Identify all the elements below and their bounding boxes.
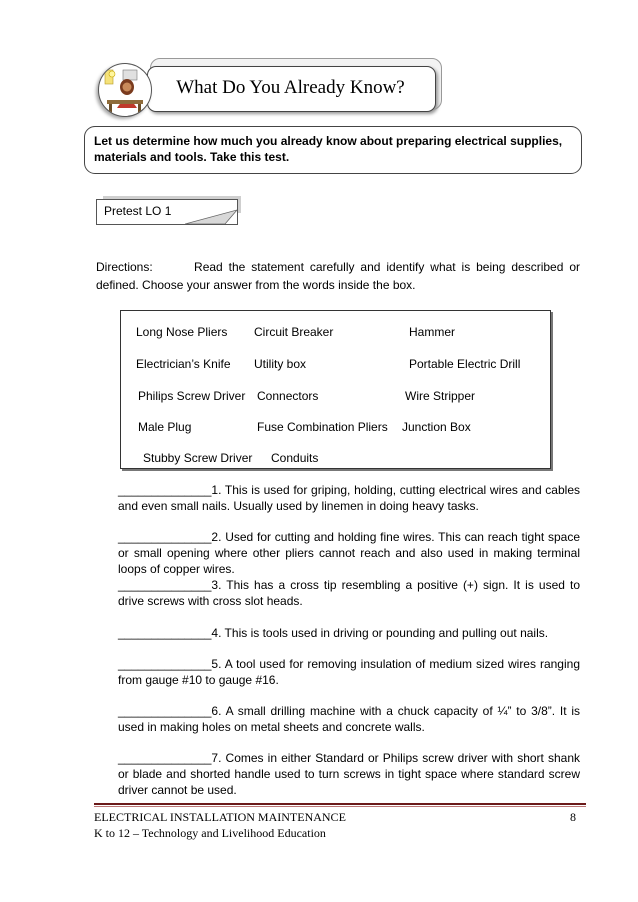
word-choice: Portable Electric Drill [409,357,521,371]
intro-text: Let us determine how much you already know about preparing electrical supplies, materials and tools. Take this test. [94,134,563,164]
pretest-label: Pretest LO 1 [104,204,172,218]
word-choice: Hammer [409,325,456,339]
page-number: 8 [570,810,576,824]
word-choice: Utility box [254,357,307,371]
footer-subtitle: K to 12 – Technology and Livelihood Education [94,826,326,840]
question-item: ______________7. Comes in either Standard or Philips screw driver with short shank or blade and shorted handle used to turn screws in tight space where standard screw driver cannot be used. [118,751,580,797]
word-choice: Stubby Screw Driver [143,451,253,465]
footer-divider-thin [94,806,586,807]
student-illustration-icon [98,63,152,117]
word-choice: Wire Stripper [405,389,476,403]
word-choice: Conduits [271,451,319,465]
word-choice: Junction Box [402,420,471,434]
word-choice: Fuse Combination Pliers [257,420,388,434]
directions: Directions: Read the statement carefully and identify what is being described or defined. Choose your answer from the words inside the box. [96,260,580,292]
word-choice: Electrician’s Knife [136,357,231,371]
directions-label: Directions [96,260,150,274]
footer-divider [94,803,586,805]
word-choice: Male Plug [138,420,192,434]
word-choice: Philips Screw Driver [138,389,246,403]
word-choice: Circuit Breaker [254,325,334,339]
question-item: ______________1. This is used for griping, holding, cutting electrical wires and cables and even small nails. Usually used by linemen in doing heavy tasks. [118,483,580,513]
question-item: ______________4. This is tools used in driving or pounding and pulling out nails. [118,626,549,640]
directions-text: Read the statement carefully and identify what is being described or defined. Choose your answer from the words inside the box. [96,260,580,292]
question-item: ______________3. This has a cross tip resembling a positive (+) sign. It is used to drive screws with cross slot heads. [118,578,580,608]
page-fold-icon [185,208,237,224]
question-item: ______________2. Used for cutting and holding fine wires. This can reach tight space or small opening where other pliers cannot reach and also used in making terminal loops of copper wires. [118,530,580,576]
word-choice: Connectors [257,389,319,403]
word-choice: Long Nose Pliers [136,325,228,339]
footer-title: ELECTRICAL INSTALLATION MAINTENANCE [94,810,346,824]
question-item: ______________5. A tool used for removing insulation of medium sized wires ranging from gauge #10 to gauge #16. [118,657,580,687]
question-item: ______________6. A small drilling machine with a chuck capacity of ¼” to 3/8”. It is used in making holes on metal sheets and concrete walls. [118,704,580,734]
page-title: What Do You Already Know? [176,77,405,98]
